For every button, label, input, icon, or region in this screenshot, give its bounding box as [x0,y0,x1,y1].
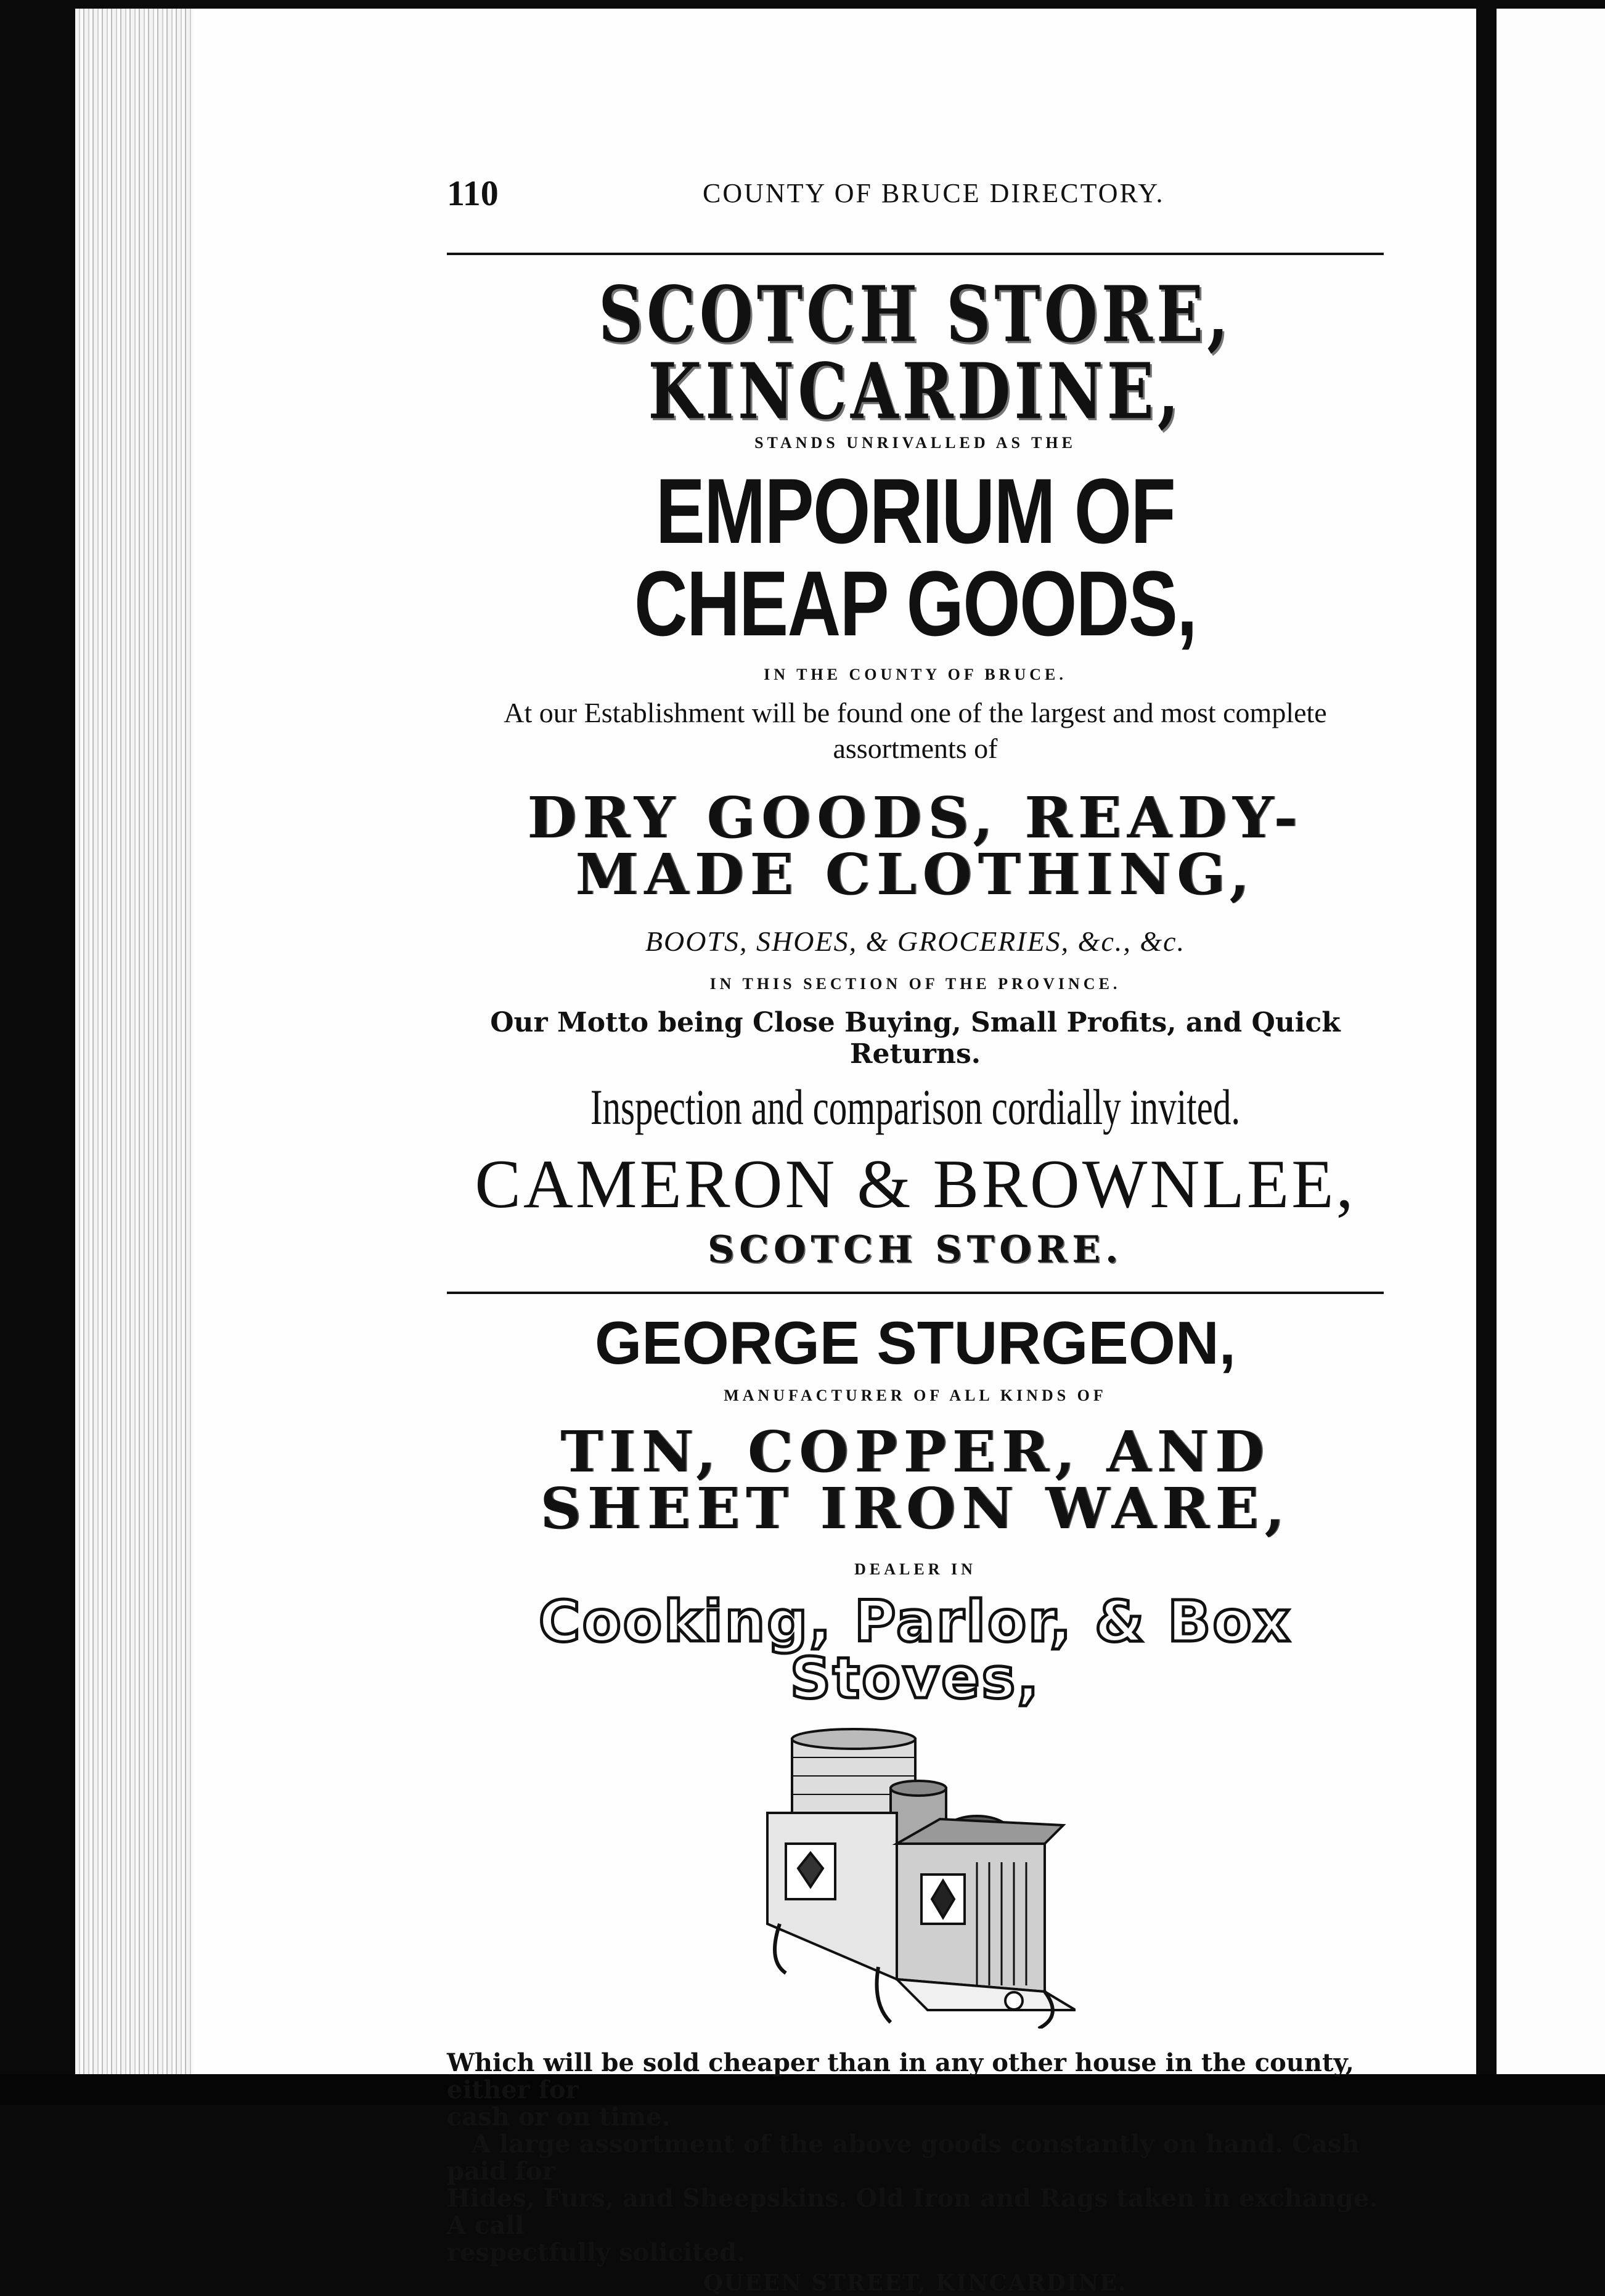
running-head: COUNTY OF BRUCE DIRECTORY. [703,178,1165,208]
page-number: 110 [447,173,499,213]
sold-cheaper-line-2: cash or on time. [447,2103,671,2131]
dealer-line: DEALER IN [854,1560,976,1578]
assortment-line-1: A large assortment of the above goods constantly on hand. Cash paid for [447,2130,1360,2186]
page-header [447,166,1384,228]
assortment-line-3: respectfully solicited. [447,2238,746,2267]
scotch-store-footer: SCOTCH STORE. [707,1228,1124,1271]
sturgeon-address: QUEEN STREET, KINCARDINE. [703,2270,1127,2296]
establishment-line-1: At our Establishment will be found one of the largest and most complete [504,697,1327,728]
establishment-line-2: assortments of [833,732,998,764]
wares-headline: TIN, COPPER, AND SHEET IRON WARE, [540,1419,1291,1542]
motto-line: Our Motto being Close Buying, Small Profits, and Quick Returns. [490,1007,1341,1070]
stands-unrivalled-line: STANDS UNRIVALLED AS THE [754,434,1076,452]
province-line: IN THIS SECTION OF THE PROVINCE. [709,975,1121,993]
sturgeon-ad [447,1309,1384,2296]
scotch-store-ad [447,268,1384,1271]
emporium-headline: EMPORIUM OF CHEAP GOODS, [634,459,1197,655]
facing-page-edge [1497,9,1605,2074]
dry-goods-headline: DRY GOODS, READY-MADE CLOTHING, [527,784,1304,908]
manufacturer-line: MANUFACTURER OF ALL KINDS OF [724,1386,1107,1404]
stoves-headline: Cooking, Parlor, & Box Stoves, [539,1589,1292,1711]
middle-rule [447,1292,1384,1294]
county-line: IN THE COUNTY OF BRUCE. [764,666,1067,683]
inspection-line: Inspection and comparison cordially invited. [590,1079,1241,1135]
top-rule [447,253,1384,255]
book-page-edges [75,9,205,2074]
sold-cheaper-line-1: Which will be sold cheaper than in any other house in the county, either for [447,2048,1354,2104]
assortment-line-2: Hides, Furs, and Sheepskins. Old Iron and Rags taken in exchange. A call [447,2184,1378,2240]
proprietors-name: CAMERON & BROWNLEE, [475,1146,1356,1223]
scotch-store-headline: SCOTCH STORE, KINCARDINE, [598,268,1233,437]
boots-shoes-line: BOOTS, SHOES, & GROCERIES, &c., &c. [645,926,1186,957]
stove-illustration [755,1720,1076,2029]
sturgeon-name: GEORGE STURGEON, [594,1309,1236,1377]
page-content [447,166,1384,2296]
